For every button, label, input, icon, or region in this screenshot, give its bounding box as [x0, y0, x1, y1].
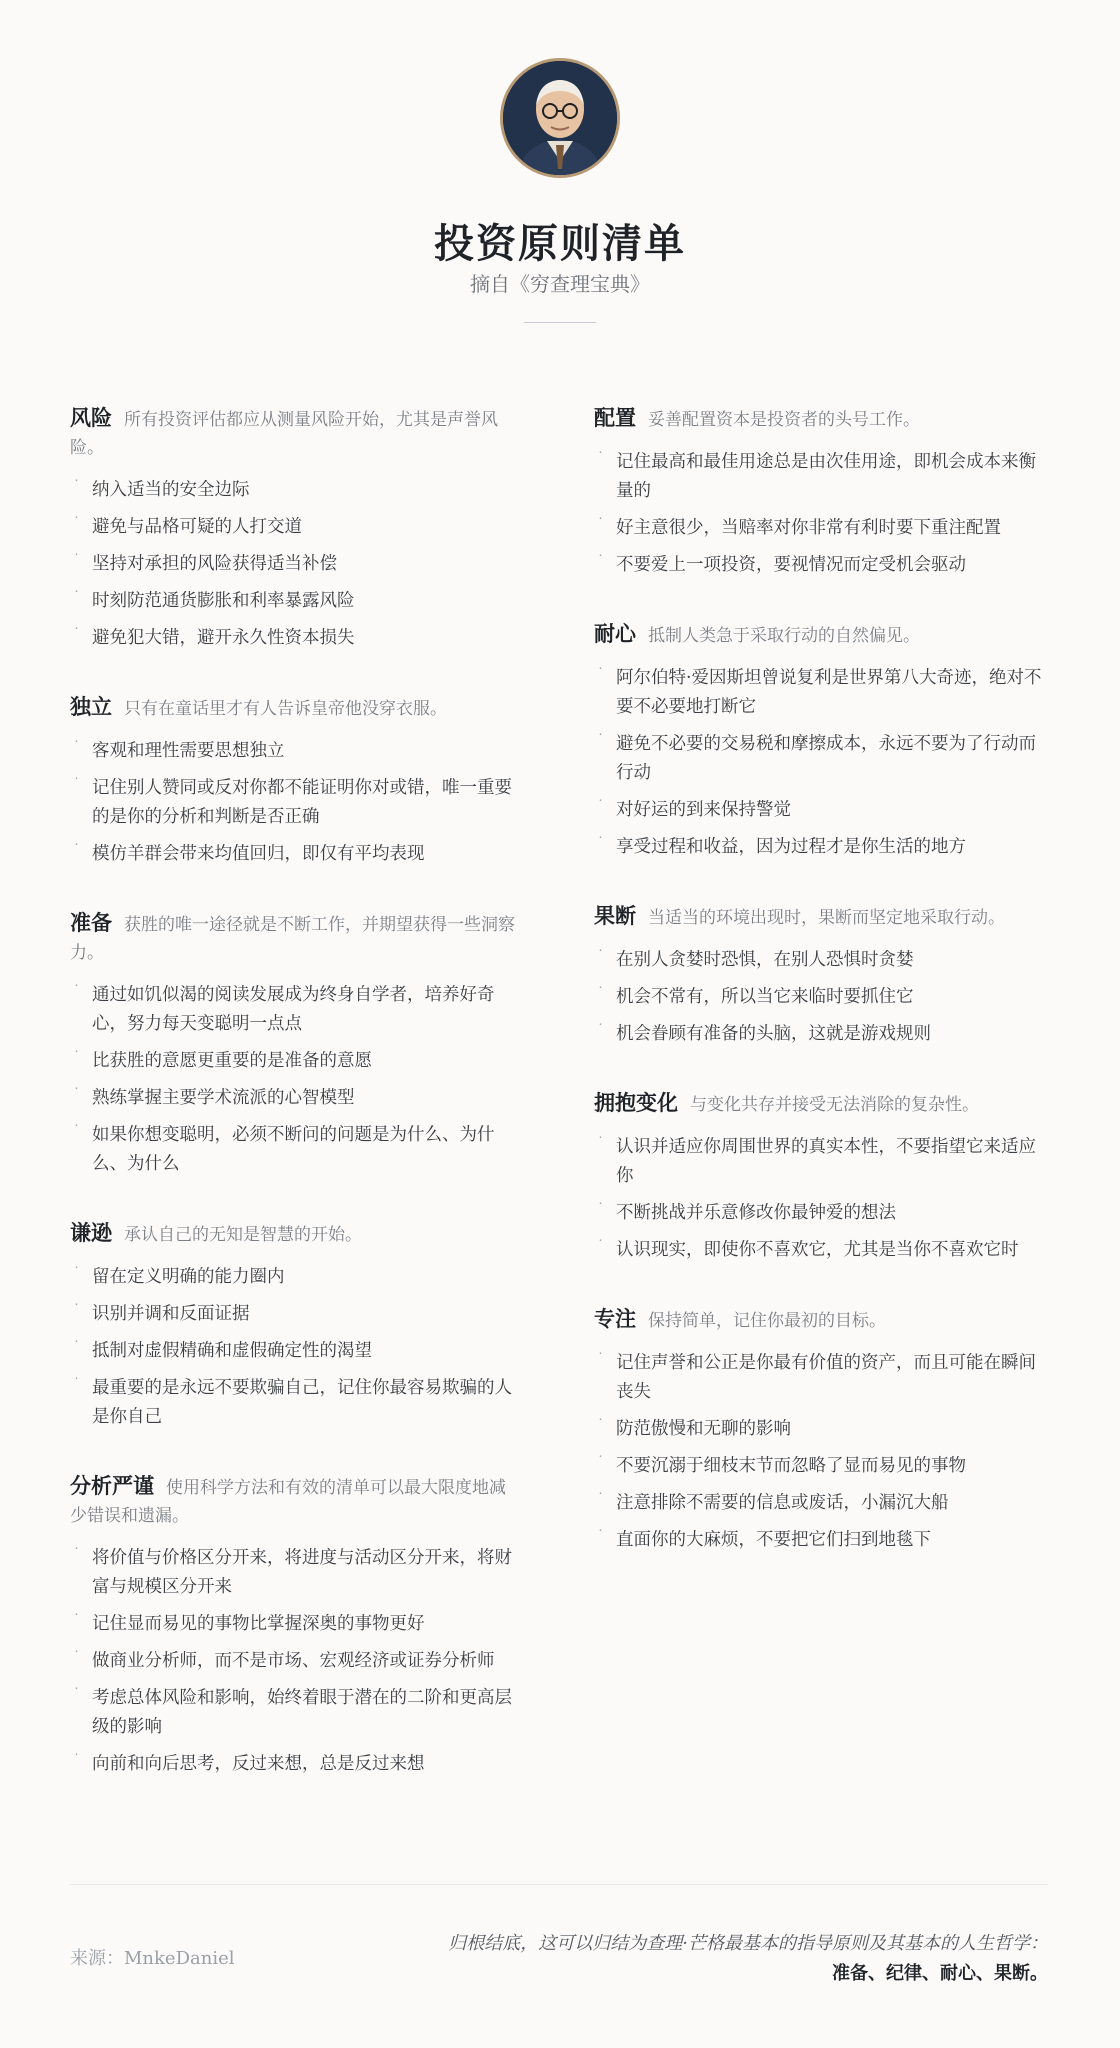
- bullet-icon: ˙: [597, 1491, 604, 1507]
- section-title: 风险: [70, 405, 112, 430]
- list-item: [70, 1750, 515, 1779]
- list-item-text: 记住最高和最佳用途总是由次佳用途，即机会成本来衡量的: [616, 452, 1036, 501]
- bullet-icon: ˙: [73, 1752, 80, 1768]
- list-item-text: 认识现实，即使你不喜欢它，尤其是当你不喜欢它时: [616, 1240, 1019, 1260]
- bullet-icon: ˙: [73, 515, 80, 531]
- section-title: 耐心: [594, 621, 636, 646]
- bullet-icon: ˙: [597, 553, 604, 569]
- section-description: 使用科学方法和有效的清单可以最大限度地减少错误和遗漏。: [70, 1478, 506, 1526]
- list-item: [594, 1415, 1044, 1444]
- list-item-text: 不要沉溺于细枝末节而忽略了显而易见的事物: [616, 1456, 966, 1476]
- bullet-icon: ˙: [73, 1649, 80, 1665]
- bullet-icon: ˙: [597, 1135, 604, 1151]
- section-title: 分析严谨: [70, 1473, 154, 1498]
- list-item-text: 直面你的大麻烦，不要把它们扫到地毯下: [616, 1530, 931, 1550]
- section-header: [70, 693, 515, 723]
- section-header: [70, 1472, 515, 1530]
- bullet-icon: ˙: [597, 1022, 604, 1038]
- list-item: [70, 1610, 515, 1639]
- bullet-icon: ˙: [73, 739, 80, 755]
- principle-section: [70, 404, 515, 653]
- list-item-text: 记住声誉和公正是你最有价值的资产，而且可能在瞬间丧失: [616, 1353, 1036, 1402]
- footer-divider: [70, 1884, 1048, 1885]
- principle-list: [594, 448, 1044, 580]
- bullet-icon: ˙: [73, 1265, 80, 1281]
- list-item: [594, 448, 1044, 506]
- list-item-text: 如果你想变聪明，必须不断问的问题是为什么、为什么、为什么: [92, 1125, 495, 1174]
- list-item-text: 客观和理性需要思想独立: [92, 741, 285, 761]
- bullet-icon: ˙: [597, 985, 604, 1001]
- section-description: 抵制人类急于采取行动的自然偏见。: [648, 626, 920, 646]
- section-description: 与变化共存并接受无法消除的复杂性。: [690, 1095, 979, 1115]
- bullet-icon: ˙: [597, 948, 604, 964]
- bullet-icon: ˙: [597, 1454, 604, 1470]
- summary-keywords: 准备、纪律、耐心、果断。: [832, 1963, 1048, 1984]
- bullet-icon: ˙: [73, 1086, 80, 1102]
- section-header: [594, 404, 1044, 434]
- list-item-text: 模仿羊群会带来均值回归，即仅有平均表现: [92, 844, 425, 864]
- list-item: [70, 737, 515, 766]
- principle-section: [70, 693, 515, 869]
- source-credit: 来源：MnkeDaniel: [70, 1948, 235, 1969]
- list-item: [70, 1263, 515, 1292]
- list-item-text: 纳入适当的安全边际: [92, 480, 250, 500]
- list-item: [594, 1452, 1044, 1481]
- list-item: [70, 840, 515, 869]
- left-column: [70, 404, 515, 1819]
- section-title: 专注: [594, 1306, 636, 1331]
- list-item-text: 避免犯大错，避开永久性资本损失: [92, 628, 355, 648]
- section-title: 拥抱变化: [594, 1090, 678, 1115]
- list-item-text: 做商业分析师，而不是市场、宏观经济或证券分析师: [92, 1651, 495, 1671]
- list-item: [594, 983, 1044, 1012]
- bullet-icon: ˙: [73, 589, 80, 605]
- list-item: [70, 476, 515, 505]
- bullet-icon: ˙: [597, 1351, 604, 1367]
- bullet-icon: ˙: [597, 1201, 604, 1217]
- principle-section: [594, 1305, 1044, 1555]
- list-item: [70, 1647, 515, 1676]
- principle-section: [70, 1219, 515, 1432]
- list-item: [70, 981, 515, 1039]
- section-header: [594, 902, 1044, 932]
- bullet-icon: ˙: [73, 552, 80, 568]
- principle-section: [594, 404, 1044, 580]
- principle-list: [70, 1544, 515, 1779]
- list-item: [70, 1544, 515, 1602]
- bullet-icon: ˙: [597, 732, 604, 748]
- list-item-text: 机会眷顾有准备的头脑，这就是游戏规则: [616, 1024, 931, 1044]
- principle-section: [594, 620, 1044, 862]
- section-description: 承认自己的无知是智慧的开始。: [124, 1225, 362, 1245]
- summary: [448, 1929, 1048, 1989]
- section-header: [70, 1219, 515, 1249]
- section-description: 获胜的唯一途径就是不断工作，并期望获得一些洞察力。: [70, 915, 515, 963]
- section-description: 妥善配置资本是投资者的头号工作。: [648, 410, 920, 430]
- principle-list: [70, 737, 515, 869]
- list-item-text: 最重要的是永远不要欺骗自己，记住你最容易欺骗的人是你自己: [92, 1378, 512, 1427]
- list-item: [70, 1084, 515, 1113]
- bullet-icon: ˙: [597, 798, 604, 814]
- list-item-text: 不要爱上一项投资，要视情况而定受机会驱动: [616, 555, 966, 575]
- section-header: [594, 1089, 1044, 1119]
- bullet-icon: ˙: [597, 1417, 604, 1433]
- list-item-text: 在别人贪婪时恐惧，在别人恐惧时贪婪: [616, 950, 914, 970]
- list-item: [594, 1133, 1044, 1191]
- section-description: 保持简单，记住你最初的目标。: [648, 1311, 886, 1331]
- list-item-text: 留在定义明确的能力圈内: [92, 1267, 285, 1287]
- summary-line: 归根结底，这可以归结为查理·芒格最基本的指导原则及其基本的人生哲学：: [448, 1933, 1048, 1954]
- avatar: [500, 58, 620, 178]
- list-item: [594, 514, 1044, 543]
- bullet-icon: ˙: [73, 1686, 80, 1702]
- principle-section: [594, 902, 1044, 1049]
- bullet-icon: ˙: [73, 983, 80, 999]
- bullet-icon: ˙: [73, 1546, 80, 1562]
- list-item-text: 注意排除不需要的信息或废话，小漏沉大船: [616, 1493, 949, 1513]
- list-item: [594, 833, 1044, 862]
- list-item-text: 对好运的到来保持警觉: [616, 800, 791, 820]
- list-item-text: 比获胜的意愿更重要的是准备的意愿: [92, 1051, 372, 1071]
- list-item-text: 考虑总体风险和影响，始终着眼于潜在的二阶和更高层级的影响: [92, 1688, 512, 1737]
- page-title: 投资原则清单: [434, 220, 686, 267]
- bullet-icon: ˙: [597, 1528, 604, 1544]
- list-item-text: 认识并适应你周围世界的真实本性，不要指望它来适应你: [616, 1137, 1036, 1186]
- list-item-text: 好主意很少，当赔率对你非常有利时要下重注配置: [616, 518, 1001, 538]
- principle-list: [70, 1263, 515, 1432]
- list-item: [70, 1374, 515, 1432]
- bullet-icon: ˙: [73, 1302, 80, 1318]
- list-item-text: 识别并调和反面证据: [92, 1304, 250, 1324]
- principle-list: [70, 981, 515, 1179]
- list-item: [70, 587, 515, 616]
- bullet-icon: ˙: [597, 516, 604, 532]
- bullet-icon: ˙: [73, 842, 80, 858]
- title-divider: [524, 322, 596, 323]
- section-title: 果断: [594, 903, 636, 928]
- section-description: 当适当的环境出现时，果断而坚定地采取行动。: [648, 908, 1005, 928]
- section-title: 谦逊: [70, 1220, 112, 1245]
- list-item: [594, 946, 1044, 975]
- section-title: 配置: [594, 405, 636, 430]
- section-header: [594, 620, 1044, 650]
- principle-list: [70, 476, 515, 653]
- list-item: [70, 1337, 515, 1366]
- list-item-text: 享受过程和收益，因为过程才是你生活的地方: [616, 837, 966, 857]
- list-item-text: 不断挑战并乐意修改你最钟爱的想法: [616, 1203, 896, 1223]
- principle-list: [594, 664, 1044, 862]
- list-item: [594, 1349, 1044, 1407]
- principle-section: [594, 1089, 1044, 1265]
- list-item-text: 时刻防范通货膨胀和利率暴露风险: [92, 591, 355, 611]
- list-item: [594, 1526, 1044, 1555]
- principle-section: [70, 1472, 515, 1779]
- bullet-icon: ˙: [73, 478, 80, 494]
- section-header: [70, 404, 515, 462]
- list-item: [70, 513, 515, 542]
- list-item: [594, 551, 1044, 580]
- list-item: [70, 624, 515, 653]
- principle-list: [594, 946, 1044, 1049]
- list-item-text: 记住显而易见的事物比掌握深奥的事物更好: [92, 1614, 425, 1634]
- page-subtitle: 摘自《穷查理宝典》: [470, 272, 650, 296]
- list-item: [594, 664, 1044, 722]
- list-item: [594, 1236, 1044, 1265]
- bullet-icon: ˙: [73, 1376, 80, 1392]
- list-item: [70, 1300, 515, 1329]
- list-item-text: 将价值与价格区分开来，将进度与活动区分开来，将财富与规模区分开来: [92, 1548, 512, 1597]
- list-item-text: 避免与品格可疑的人打交道: [92, 517, 302, 537]
- section-title: 独立: [70, 694, 112, 719]
- list-item-text: 向前和向后思考，反过来想，总是反过来想: [92, 1754, 425, 1774]
- list-item-text: 避免不必要的交易税和摩擦成本，永远不要为了行动而行动: [616, 734, 1036, 783]
- principle-section: [70, 909, 515, 1179]
- right-column: [594, 404, 1044, 1595]
- bullet-icon: ˙: [597, 1238, 604, 1254]
- list-item: [70, 774, 515, 832]
- bullet-icon: ˙: [597, 835, 604, 851]
- list-item-text: 记住别人赞同或反对你都不能证明你对或错，唯一重要的是你的分析和判断是否正确: [92, 778, 512, 827]
- list-item-text: 熟练掌握主要学术流派的心智模型: [92, 1088, 355, 1108]
- list-item: [70, 1684, 515, 1742]
- bullet-icon: ˙: [73, 776, 80, 792]
- section-description: 只有在童话里才有人告诉皇帝他没穿衣服。: [124, 699, 447, 719]
- list-item-text: 坚持对承担的风险获得适当补偿: [92, 554, 337, 574]
- section-description: 所有投资评估都应从测量风险开始，尤其是声誉风险。: [70, 410, 498, 458]
- principle-list: [594, 1349, 1044, 1555]
- list-item: [70, 550, 515, 579]
- list-item: [594, 1020, 1044, 1049]
- section-header: [70, 909, 515, 967]
- list-item: [594, 796, 1044, 825]
- list-item: [594, 1489, 1044, 1518]
- list-item-text: 机会不常有，所以当它来临时要抓住它: [616, 987, 914, 1007]
- list-item-text: 抵制对虚假精确和虚假确定性的渴望: [92, 1341, 372, 1361]
- list-item-text: 通过如饥似渴的阅读发展成为终身自学者，培养好奇心，努力每天变聪明一点点: [92, 985, 495, 1034]
- bullet-icon: ˙: [73, 626, 80, 642]
- bullet-icon: ˙: [597, 666, 604, 682]
- bullet-icon: ˙: [73, 1049, 80, 1065]
- list-item: [70, 1121, 515, 1179]
- section-title: 准备: [70, 910, 112, 935]
- bullet-icon: ˙: [73, 1612, 80, 1628]
- list-item: [594, 730, 1044, 788]
- bullet-icon: ˙: [73, 1339, 80, 1355]
- list-item-text: 防范傲慢和无聊的影响: [616, 1419, 791, 1439]
- list-item: [70, 1047, 515, 1076]
- principle-list: [594, 1133, 1044, 1265]
- list-item: [594, 1199, 1044, 1228]
- bullet-icon: ˙: [597, 450, 604, 466]
- section-header: [594, 1305, 1044, 1335]
- bullet-icon: ˙: [73, 1123, 80, 1139]
- list-item-text: 阿尔伯特·爱因斯坦曾说复利是世界第八大奇迹，绝对不要不必要地打断它: [616, 668, 1042, 717]
